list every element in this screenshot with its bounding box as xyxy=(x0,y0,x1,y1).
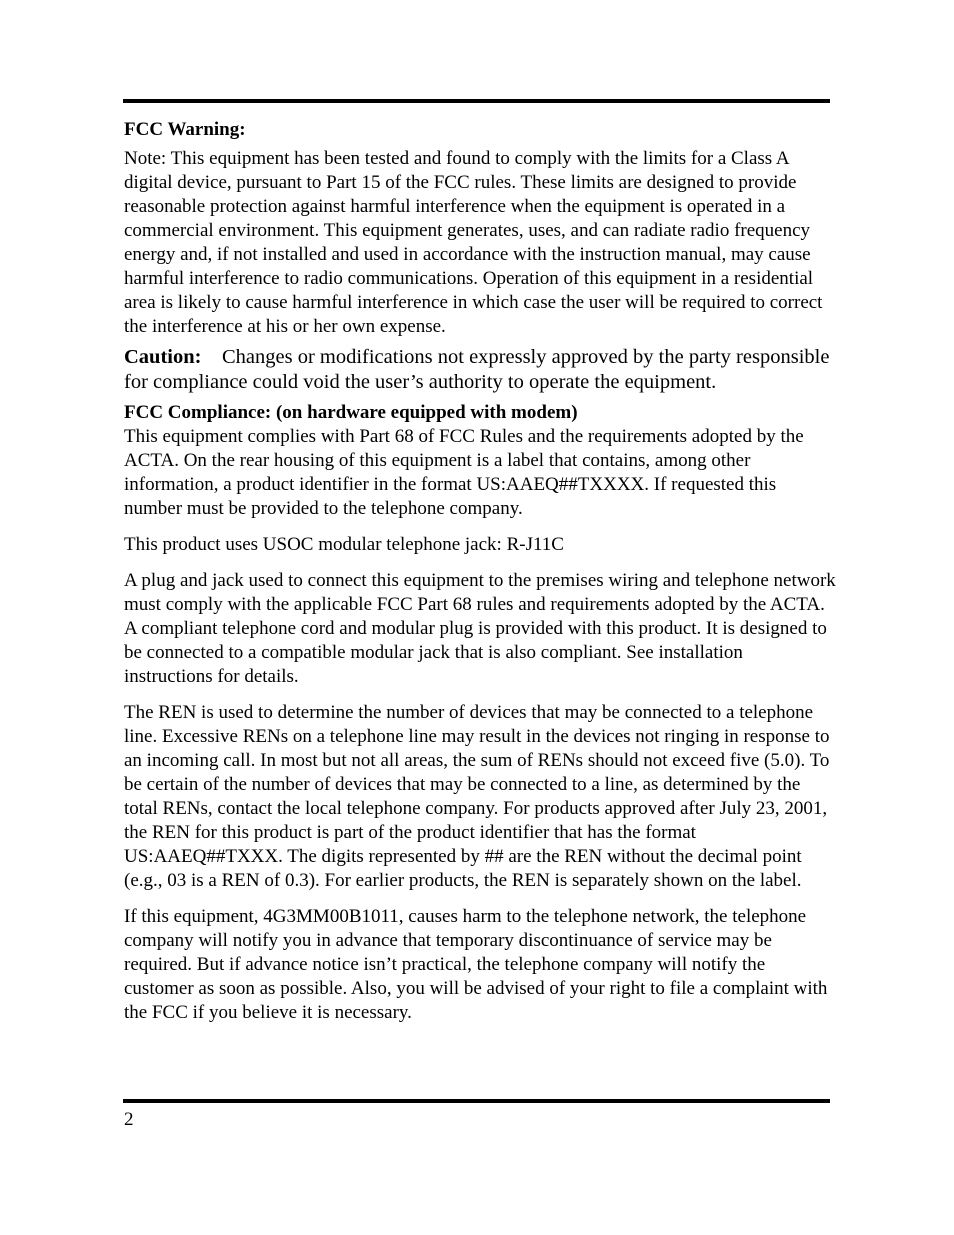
compliance-paragraph-harm: If this equipment, 4G3MM00B1011, causes harm to the telephone network, the telephone company will notify you in advance that temporary discontinuance of service may be required. But if advance notice isn’t practical, the telephone company will notify the customer as soon as possible. Also, you will be advised of your right to file a complaint with the FCC if you believe it is necessary. xyxy=(124,906,828,1023)
compliance-paragraph-ren: The REN is used to determine the number of devices that may be connected to a telephone line. Excessive RENs on a telephone line may result in the devices not ringing in response to an incoming call. In most but not all areas, the sum of RENs should not exceed five (5.0). To be certain of the number of devices that may be connected to a line, as determined by the total RENs, contact the local telephone company. For products approved after July 23, 2001, the REN for this product is part of the product identifier that has the format US:AAEQ##TXXX. The digits represented by ## are the REN without the decimal point (e.g., 03 is a REN of 0.3). For earlier products, the REN is separately shown on the label. xyxy=(124,702,830,891)
bottom-rule xyxy=(123,1099,830,1103)
fcc-warning-heading: FCC Warning: xyxy=(124,119,246,140)
caution-paragraph xyxy=(124,345,836,395)
caution-label: Caution: xyxy=(124,346,202,368)
top-rule xyxy=(123,99,830,103)
compliance-paragraph-plug-jack: A plug and jack used to connect this equipment to the premises wiring and telephone network must comply with the applicable FCC Part 68 rules and requirements adopted by the ACTA. A compliant telephone cord and modular plug is provided with this product. It is designed to be connected to a compatible modular jack that is also compliant. See installation instructions for details. xyxy=(124,570,836,687)
fcc-warning-note: Note: This equipment has been tested and found to comply with the limits for a Class A digital device, pursuant to Part 15 of the FCC rules. These limits are designed to provide reasonable protection against harmful interference when the equipment is operated in a commercial environment. This equipment generates, uses, and can radiate radio frequency energy and, if not installed and used in accordance with the instruction manual, may cause harmful interference to radio communications. Operation of this equipment in a residential area is likely to cause harmful interference in which case the user will be required to correct the interference at his or her own expense. xyxy=(124,148,823,337)
caution-text: Changes or modifications not expressly approved by the party responsible for compliance could void the user’s authority to operate the equipment. xyxy=(124,346,830,393)
fcc-compliance-heading: FCC Compliance: (on hardware equipped with modem) xyxy=(124,402,578,423)
page-number: 2 xyxy=(124,1109,134,1130)
compliance-paragraph-part68: This equipment complies with Part 68 of FCC Rules and the requirements adopted by the ACTA. On the rear housing of this equipment is a label that contains, among other information, a product identifier in the format US:AAEQ##TXXXX. If requested this number must be provided to the telephone company. xyxy=(124,426,804,519)
compliance-paragraph-usoc: This product uses USOC modular telephone jack: R-J11C xyxy=(124,534,564,555)
page-content xyxy=(124,118,836,1025)
